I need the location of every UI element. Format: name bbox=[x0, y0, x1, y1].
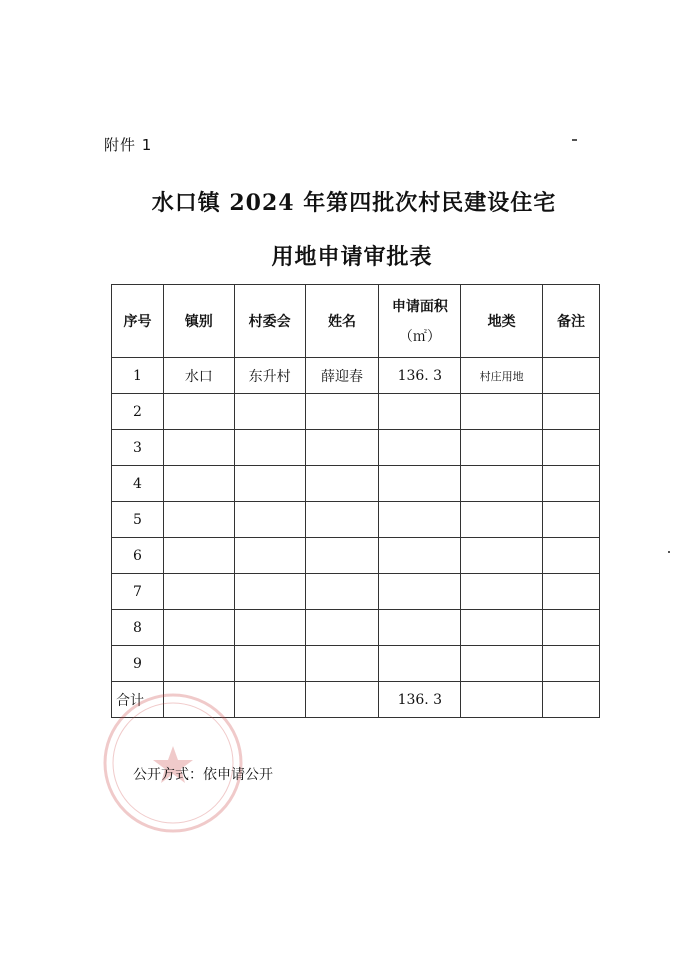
header-area-label: 申请面积 bbox=[391, 299, 448, 315]
cell-area bbox=[379, 430, 461, 466]
table-row bbox=[112, 394, 600, 430]
cell-village bbox=[234, 466, 305, 502]
table-header-row bbox=[112, 285, 600, 358]
cell-area bbox=[379, 502, 461, 538]
total-label: 合计 bbox=[112, 682, 164, 718]
total-name bbox=[305, 682, 379, 718]
cell-remarks bbox=[543, 466, 600, 502]
cell-area bbox=[379, 610, 461, 646]
table-row bbox=[112, 358, 600, 394]
cell-remarks bbox=[543, 538, 600, 574]
cell-name bbox=[305, 430, 379, 466]
cell-area: 136. 3 bbox=[379, 358, 461, 394]
cell-town: 水口 bbox=[163, 358, 234, 394]
cell-land-type bbox=[461, 466, 543, 502]
cell-village bbox=[234, 430, 305, 466]
header-land-type: 地类 bbox=[461, 285, 543, 358]
total-area: 136. 3 bbox=[379, 682, 461, 718]
cell-town bbox=[163, 610, 234, 646]
cell-remarks bbox=[543, 430, 600, 466]
attachment-label: 附件 1 bbox=[104, 136, 153, 154]
header-seq: 序号 bbox=[112, 285, 164, 358]
table-row bbox=[112, 502, 600, 538]
cell-land-type bbox=[461, 646, 543, 682]
cell-seq: 1 bbox=[112, 358, 164, 394]
document-title-line-1: 水口镇 2024 年第四批次村民建设住宅 bbox=[151, 190, 557, 216]
cell-name bbox=[305, 394, 379, 430]
cell-name: 薛迎春 bbox=[305, 358, 379, 394]
cell-village bbox=[234, 610, 305, 646]
cell-seq: 4 bbox=[112, 466, 164, 502]
cell-town bbox=[163, 646, 234, 682]
cell-remarks bbox=[543, 394, 600, 430]
cell-seq: 9 bbox=[112, 646, 164, 682]
cell-remarks bbox=[543, 646, 600, 682]
header-area bbox=[379, 285, 461, 358]
cell-name bbox=[305, 502, 379, 538]
cell-remarks bbox=[543, 358, 600, 394]
cell-seq: 3 bbox=[112, 430, 164, 466]
cell-land-type bbox=[461, 610, 543, 646]
cell-seq: 7 bbox=[112, 574, 164, 610]
scan-speck bbox=[572, 139, 577, 141]
cell-town bbox=[163, 394, 234, 430]
header-area-unit: （㎡） bbox=[398, 329, 441, 345]
cell-land-type bbox=[461, 430, 543, 466]
header-town: 镇别 bbox=[163, 285, 234, 358]
table-row bbox=[112, 610, 600, 646]
header-name: 姓名 bbox=[305, 285, 379, 358]
cell-land-type bbox=[461, 538, 543, 574]
cell-remarks bbox=[543, 610, 600, 646]
header-village: 村委会 bbox=[234, 285, 305, 358]
cell-seq: 6 bbox=[112, 538, 164, 574]
total-land-type bbox=[461, 682, 543, 718]
official-seal-stamp bbox=[98, 688, 248, 838]
cell-town bbox=[163, 430, 234, 466]
header-remarks: 备注 bbox=[543, 285, 600, 358]
cell-seq: 2 bbox=[112, 394, 164, 430]
cell-seq: 8 bbox=[112, 610, 164, 646]
cell-village bbox=[234, 574, 305, 610]
total-remarks bbox=[543, 682, 600, 718]
cell-remarks bbox=[543, 574, 600, 610]
table-row bbox=[112, 538, 600, 574]
cell-name bbox=[305, 574, 379, 610]
cell-land-type: 村庄用地 bbox=[461, 358, 543, 394]
cell-name bbox=[305, 466, 379, 502]
cell-village bbox=[234, 538, 305, 574]
cell-village bbox=[234, 502, 305, 538]
cell-name bbox=[305, 538, 379, 574]
cell-land-type bbox=[461, 394, 543, 430]
cell-town bbox=[163, 502, 234, 538]
cell-land-type bbox=[461, 502, 543, 538]
disclosure-method: 公开方式：依申请公开 bbox=[133, 767, 273, 783]
cell-land-type bbox=[461, 574, 543, 610]
cell-town bbox=[163, 466, 234, 502]
table-row bbox=[112, 430, 600, 466]
cell-village bbox=[234, 394, 305, 430]
cell-area bbox=[379, 466, 461, 502]
application-table bbox=[111, 284, 600, 718]
cell-seq: 5 bbox=[112, 502, 164, 538]
cell-name bbox=[305, 646, 379, 682]
cell-area bbox=[379, 394, 461, 430]
table-row bbox=[112, 646, 600, 682]
scan-speck bbox=[668, 551, 670, 553]
cell-area bbox=[379, 574, 461, 610]
cell-area bbox=[379, 538, 461, 574]
cell-village bbox=[234, 646, 305, 682]
cell-name bbox=[305, 610, 379, 646]
cell-town bbox=[163, 574, 234, 610]
table-row bbox=[112, 574, 600, 610]
table-row bbox=[112, 466, 600, 502]
document-title-line-2: 用地申请审批表 bbox=[271, 244, 433, 270]
cell-village: 东升村 bbox=[234, 358, 305, 394]
cell-area bbox=[379, 646, 461, 682]
cell-remarks bbox=[543, 502, 600, 538]
cell-town bbox=[163, 538, 234, 574]
